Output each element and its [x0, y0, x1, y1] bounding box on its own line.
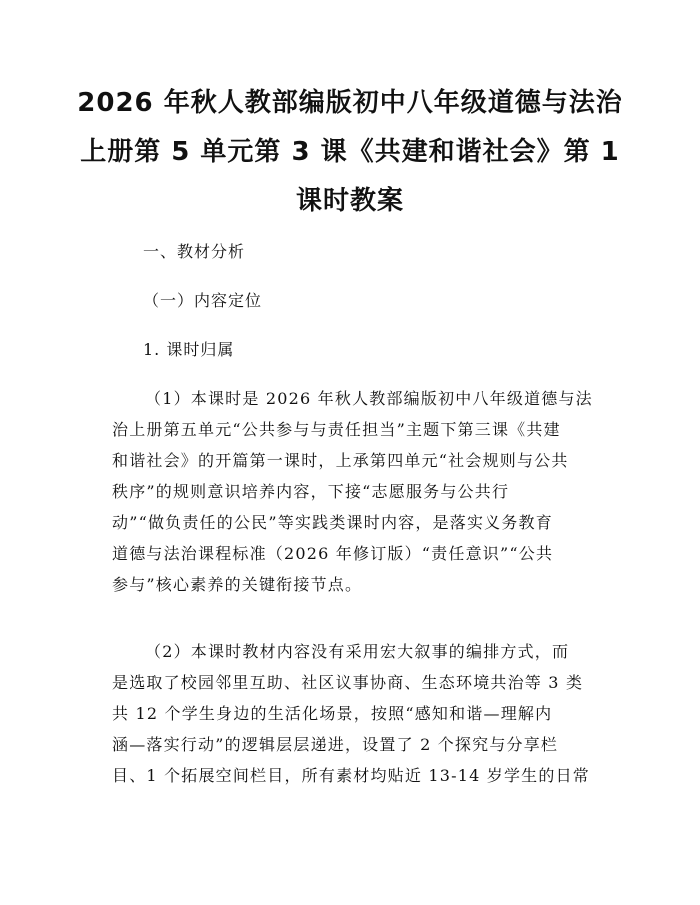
section-heading-teaching-material-analysis: 一、教材分析	[143, 242, 246, 261]
document-title-line-2: 上册第 5 单元第 3 课《共建和谐社会》第 1	[80, 137, 620, 167]
paragraph-1-line-2: 治上册第五单元“公共参与与责任担当”主题下第三课《共建	[112, 420, 561, 439]
paragraph-1-line-7: 参与”核心素养的关键衔接节点。	[112, 575, 363, 594]
paragraph-2-line-1: （2）本课时教材内容没有采用宏大叙事的编排方式，而	[145, 642, 570, 661]
document-title-line-3: 课时教案	[295, 186, 404, 216]
paragraph-1-line-4: 秩序”的规则意识培养内容，下接“志愿服务与公共行	[112, 482, 510, 501]
paragraph-1-line-6: 道德与法治课程标准（2026 年修订版）“责任意识”“公共	[112, 544, 554, 563]
paragraph-2-line-4: 涵—落实行动”的逻辑层层递进，设置了 2 个探究与分享栏	[112, 735, 559, 754]
item-heading-lesson-attribution: 1. 课时归属	[143, 340, 235, 359]
paragraph-2-line-3: 共 12 个学生身边的生活化场景，按照“感知和谐—理解内	[112, 704, 553, 723]
paragraph-2-line-2: 是选取了校园邻里互助、社区议事协商、生态环境共治等 3 类	[112, 673, 584, 692]
subsection-heading-content-positioning: （一）内容定位	[143, 291, 263, 310]
paragraph-1-line-5: 动”“做负责任的公民”等实践类课时内容，是落实义务教育	[112, 513, 553, 532]
paragraph-1-line-3: 和谐社会》的开篇第一课时，上承第四单元“社会规则与公共	[112, 451, 569, 470]
paragraph-1-line-1: （1）本课时是 2026 年秋人教部编版初中八年级道德与法	[145, 389, 593, 408]
paragraph-2-line-5: 目、1 个拓展空间栏目，所有素材均贴近 13-14 岁学生的日常	[112, 766, 590, 785]
document-title-line-1: 2026 年秋人教部编版初中八年级道德与法治	[77, 88, 623, 118]
